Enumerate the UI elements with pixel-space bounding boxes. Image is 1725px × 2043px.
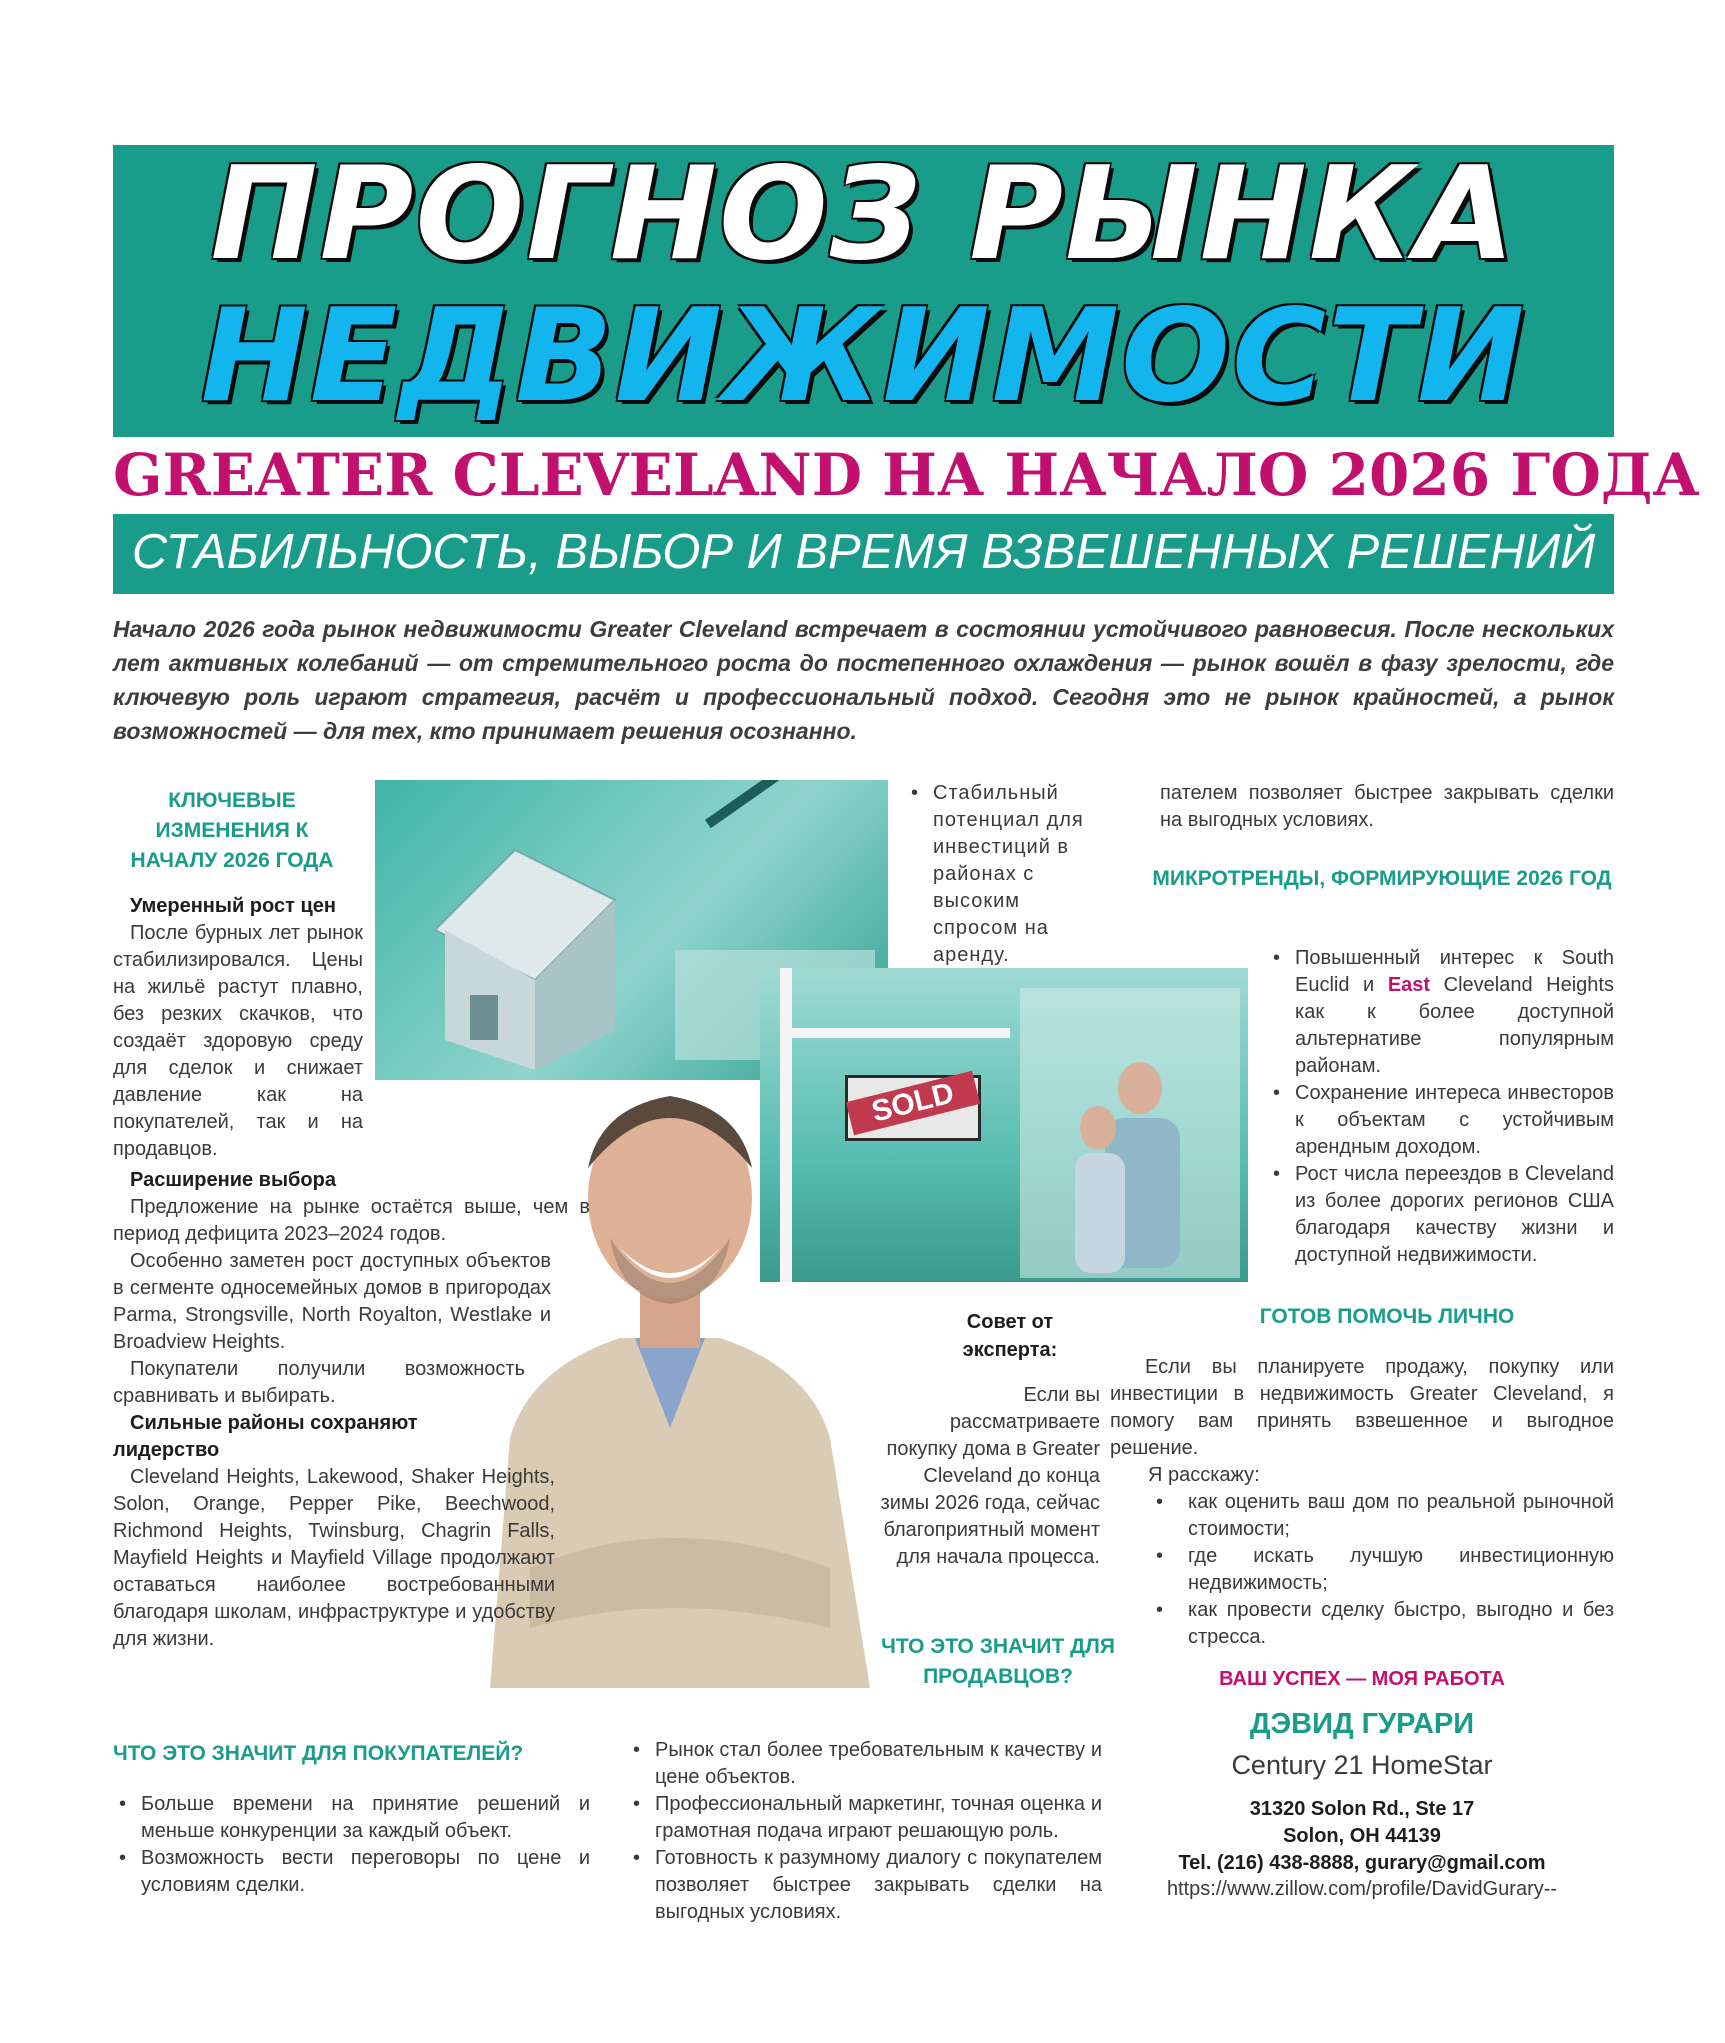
choice-expansion-title: Расширение выбора — [130, 1169, 336, 1191]
advice-text: Если вы рассматриваете покупку дома в Greater Cleveland до конца зимы 2026 года, сейчас благоприятный момент для начала процесса. — [880, 1384, 1100, 1568]
zillow-link[interactable]: https://www.zillow.com/profile/DavidGurary-- — [1166, 1878, 1558, 1900]
sellers-list — [627, 1737, 1102, 1926]
title-line-1: ПРОГНОЗ РЫНКА — [210, 140, 1517, 289]
strong-areas-text: Cleveland Heights, Lakewood, Shaker Heights, Solon, Orange, Pepper Pike, Beechwood, Richmond Heights, Twinsburg, Chagrin Falls, Mayfield Heights и Mayfield Village продолжают оставаться наиболее востребованными благодаря школам, инфраструктуре и удобству для жизни. — [113, 1466, 555, 1650]
title-banner — [113, 140, 1614, 437]
microtrends-heading: МИКРОТРЕНДЫ, ФОРМИРУЮЩИЕ 2026 ГОД — [1152, 867, 1612, 890]
help-heading: ГОТОВ ПОМОЧЬ ЛИЧНО — [1259, 1305, 1515, 1328]
choice-expansion-text-1: Предложение на рынке остаётся выше, чем в период дефицита 2023–2024 годов. — [113, 1196, 590, 1245]
list-item: • Стабильный потенциал для инвестиций в районах с высоким спросом на аренду. — [905, 780, 1100, 969]
contact-line: Tel. (216) 438-8888, gurary@gmail.com — [1178, 1852, 1546, 1874]
moderate-growth-text: После бурных лет рынок стабилизировался. Цены на жильё растут плавно, без резких скачков, что создаёт здоровую среду для сделок и снижает давление как на покупателей, так и на продавцов. — [113, 922, 363, 1160]
sold-sign-label: SOLD — [846, 1071, 980, 1135]
buyers-list — [113, 1791, 590, 1899]
tagline-banner — [113, 514, 1614, 594]
sellers-continued-text: пателем позволяет быстрее закрывать сделки на выгодных условиях. — [1160, 782, 1614, 831]
advice-heading: Совет от эксперта: — [962, 1311, 1058, 1361]
strong-areas-title: Сильные районы сохраняют лидерство — [113, 1412, 418, 1461]
list-item — [1267, 945, 1614, 1080]
title-line-2: НЕДВИЖИМОСТИ — [200, 282, 1527, 431]
choice-expansion-text-2: Особенно заметен рост доступных объектов в сегменте односемейных домов в пригородах Parma, Strongsville, North Royalton, Westlake и Broadview Heights. — [113, 1250, 551, 1353]
list-item: • как провести сделку быстро, выгодно и без стресса. — [1150, 1597, 1614, 1651]
list-item: • где искать лучшую инвестиционную недвижимость; — [1150, 1543, 1614, 1597]
microtrends-list — [1267, 945, 1614, 1269]
key-changes-heading: КЛЮЧЕВЫЕ ИЗМЕНЕНИЯ К НАЧАЛУ 2026 ГОДА — [130, 789, 334, 872]
choice-expansion-text-3: Покупатели получили возможность сравнивать и выбирать. — [113, 1358, 525, 1407]
slogan: ВАШ УСПЕХ — МОЯ РАБОТА — [1219, 1668, 1505, 1690]
microtrend-text-a: Повышенный интерес к South Euclid и — [1295, 947, 1614, 996]
intro-paragraph: Начало 2026 года рынок недвижимости Greater Cleveland встречает в состоянии устойчивого равновесия. После нескольких лет активных колебаний — от стремительного роста до постепенного охлаждения — рынок вошёл в фазу зрелости, где ключевую роль играют стратегия, расчёт и профессиональный подход. Сегодня это не рынок крайностей, а рынок возможностей — для тех, кто принимает решения осознанно. — [113, 616, 1614, 744]
list-item: • Профессиональный маркетинг, точная оценка и грамотная подача играют решающую роль. — [627, 1791, 1102, 1845]
help-text: Если вы планируете продажу, покупку или инвестиции в недвижимость Greater Cleveland, я помогу вам принять взвешенное и выгодное решение. — [1110, 1356, 1614, 1459]
microtrend-text-b: Cleveland Heights как к более доступной альтернативе популярным районам. — [1295, 974, 1614, 1077]
sellers-heading: ЧТО ЭТО ЗНАЧИТ ДЛЯ ПРОДАВЦОВ? — [881, 1635, 1115, 1688]
highlight-east: East — [1387, 974, 1431, 996]
buyers-heading: ЧТО ЭТО ЗНАЧИТ ДЛЯ ПОКУПАТЕЛЕЙ? — [113, 1742, 524, 1765]
help-list — [1150, 1489, 1614, 1651]
address-line-2: Solon, OH 44139 — [1283, 1825, 1441, 1847]
list-item: • Возможность вести переговоры по цене и условиям сделки. — [113, 1845, 590, 1899]
investment-bullet — [905, 780, 1100, 969]
list-item: • как оценить ваш дом по реальной рыночной стоимости; — [1150, 1489, 1614, 1543]
help-intro: Я расскажу: — [1148, 1464, 1260, 1486]
list-item: • Сохранение интереса инвесторов к объектам с устойчивым арендным доходом. — [1267, 1080, 1614, 1161]
list-item: • Готовность к разумному диалогу с покупателем позволяет быстрее закрывать сделки на выгодных условиях. — [627, 1845, 1102, 1926]
address-line-1: 31320 Solon Rd., Ste 17 — [1249, 1798, 1475, 1820]
list-item: • Рынок стал более требовательным к качеству и цене объектов. — [627, 1737, 1102, 1791]
list-item: • Больше времени на принятие решений и меньше конкуренции за каждый объект. — [113, 1791, 590, 1845]
moderate-growth-title: Умеренный рост цен — [130, 895, 336, 917]
agent-name: ДЭВИД ГУРАРИ — [1249, 1708, 1475, 1740]
list-item: • Рост числа переездов в Cleveland из более дорогих регионов США благодаря качеству жизни и доступной недвижимости. — [1267, 1161, 1614, 1269]
company-name: Century 21 HomeStar — [1231, 1750, 1493, 1780]
subtitle: GREATER CLEVELAND НА НАЧАЛО 2026 ГОДА — [113, 441, 1700, 509]
tagline: СТАБИЛЬНОСТЬ, ВЫБОР И ВРЕМЯ ВЗВЕШЕННЫХ РЕШЕНИЙ — [131, 525, 1596, 579]
